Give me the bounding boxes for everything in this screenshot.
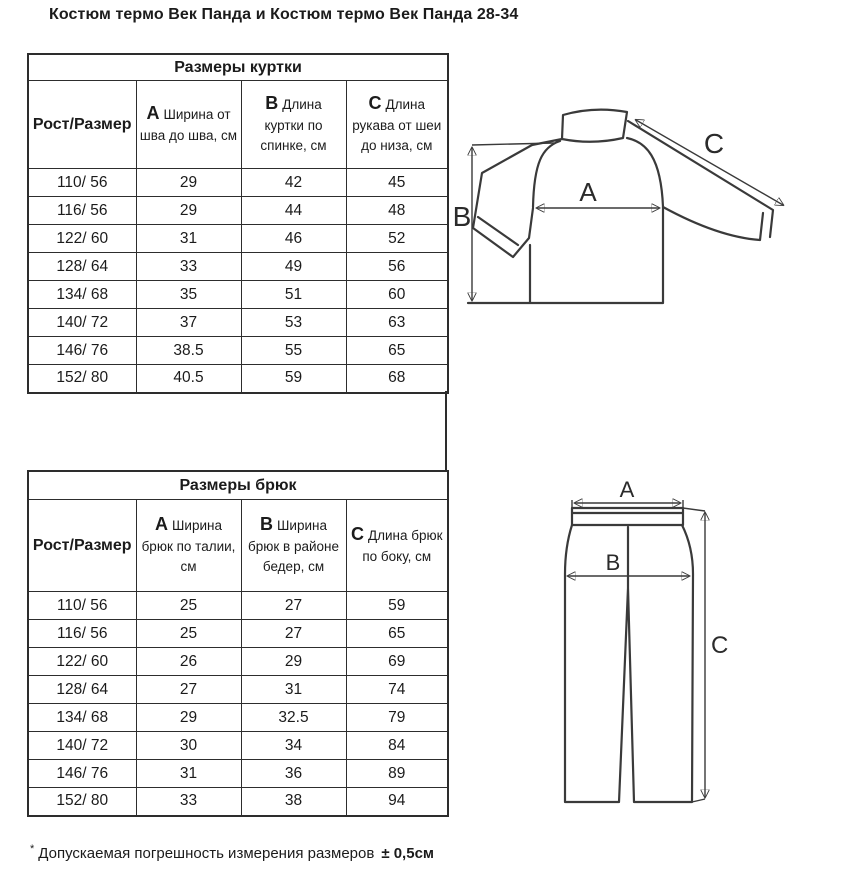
dim-letter-c: C: [368, 92, 382, 113]
pants-col-header-a: [136, 500, 241, 592]
table-right-border-connector: [445, 391, 448, 471]
size-cell: 128/ 64: [28, 253, 136, 281]
value-cell: 33: [136, 788, 241, 816]
pants-table-row: [28, 620, 448, 648]
value-cell: 48: [346, 197, 448, 225]
size-cell: 140/ 72: [28, 309, 136, 337]
value-cell: 84: [346, 732, 448, 760]
size-cell: 110/ 56: [28, 592, 136, 620]
size-cell: 140/ 72: [28, 732, 136, 760]
footnote-asterisk: *: [30, 843, 35, 855]
value-cell: 31: [241, 676, 346, 704]
value-cell: 44: [241, 197, 346, 225]
tolerance-footnote: [30, 843, 434, 862]
size-cell: 122/ 60: [28, 648, 136, 676]
jacket-table-row: [28, 253, 448, 281]
pants-col-header-b: [241, 500, 346, 592]
size-cell: 116/ 56: [28, 197, 136, 225]
value-cell: 29: [136, 704, 241, 732]
value-cell: 59: [346, 592, 448, 620]
value-cell: 29: [136, 197, 241, 225]
pants-table-caption: Размеры брюк: [28, 471, 448, 500]
value-cell: 89: [346, 760, 448, 788]
dim-letter-a: A: [155, 513, 169, 534]
value-cell: 69: [346, 648, 448, 676]
jacket-table-row: [28, 169, 448, 197]
value-cell: 34: [241, 732, 346, 760]
jacket-dim-c-label: C: [703, 128, 725, 159]
jacket-collar-outline: [562, 110, 627, 142]
jacket-col-header-a: [136, 81, 241, 169]
value-cell: 53: [241, 309, 346, 337]
dim-letter-b: B: [260, 513, 274, 534]
value-cell: 52: [346, 225, 448, 253]
pants-dim-c-label: C: [711, 632, 729, 659]
jacket-dim-b-connector: [472, 143, 554, 145]
pants-table-row: [28, 760, 448, 788]
value-cell: 38: [241, 788, 346, 816]
jacket-table-row: [28, 197, 448, 225]
size-cell: 152/ 80: [28, 788, 136, 816]
value-cell: 25: [136, 592, 241, 620]
dim-label-b: Ширина брюк в районе бедер, см: [248, 517, 339, 575]
size-cell: 116/ 56: [28, 620, 136, 648]
value-cell: 46: [241, 225, 346, 253]
dim-label-c: Длина брюк по боку, см: [362, 528, 443, 564]
value-cell: 35: [136, 281, 241, 309]
value-cell: 40.5: [136, 365, 241, 393]
value-cell: 30: [136, 732, 241, 760]
page-title: Костюм термо Век Панда и Костюм термо Век Панда 28-34: [49, 6, 519, 23]
value-cell: 55: [241, 337, 346, 365]
value-cell: 94: [346, 788, 448, 816]
pants-legs-outline: [565, 525, 693, 802]
pants-table-row: [28, 704, 448, 732]
size-cell: 146/ 76: [28, 760, 136, 788]
value-cell: 29: [241, 648, 346, 676]
value-cell: 49: [241, 253, 346, 281]
pants-table-row: [28, 676, 448, 704]
jacket-table-row: [28, 365, 448, 393]
pants-table-caption-row: [28, 471, 448, 500]
pants-measurement-diagram: [555, 475, 845, 820]
value-cell: 79: [346, 704, 448, 732]
dim-letter-a: A: [146, 103, 160, 124]
dim-letter-b: B: [265, 92, 279, 113]
size-cell: 134/ 68: [28, 704, 136, 732]
pants-table-row: [28, 592, 448, 620]
jacket-table-row: [28, 337, 448, 365]
pants-dim-b-label: B: [605, 550, 621, 575]
size-cell: 146/ 76: [28, 337, 136, 365]
value-cell: 31: [136, 760, 241, 788]
jacket-table-row: [28, 309, 448, 337]
value-cell: 31: [136, 225, 241, 253]
footnote-text: Допускаемая погрешность измерения размеров: [38, 845, 375, 862]
value-cell: 32.5: [241, 704, 346, 732]
pants-dim-c-connectors: [683, 508, 705, 802]
jacket-table-header-row: [28, 81, 448, 169]
size-cell: 122/ 60: [28, 225, 136, 253]
pants-waistband-outline: [572, 508, 683, 525]
value-cell: 25: [136, 620, 241, 648]
dim-label-b: Длина куртки по спинке, см: [260, 96, 327, 154]
pants-col-header-c: [346, 500, 448, 592]
pants-dim-a-label: A: [619, 477, 635, 502]
size-cell: 152/ 80: [28, 365, 136, 393]
jacket-col-header-b: [241, 81, 346, 169]
jacket-dim-a-label: A: [579, 177, 597, 207]
pants-table-row: [28, 648, 448, 676]
pants-table-row: [28, 788, 448, 816]
jacket-table-caption: Размеры куртки: [28, 54, 448, 81]
dim-letter-c: C: [350, 524, 364, 545]
jacket-size-table: [27, 53, 449, 394]
footnote-tolerance: ± 0,5см: [381, 845, 435, 862]
jacket-left-sleeve-outline: [473, 145, 533, 257]
value-cell: 56: [346, 253, 448, 281]
jacket-measurement-diagram: [450, 95, 850, 315]
value-cell: 63: [346, 309, 448, 337]
jacket-table-row: [28, 281, 448, 309]
value-cell: 51: [241, 281, 346, 309]
value-cell: 27: [136, 676, 241, 704]
size-cell: 110/ 56: [28, 169, 136, 197]
pants-size-table: [27, 470, 449, 817]
value-cell: 68: [346, 365, 448, 393]
dim-label-a: Ширина брюк по талии, см: [141, 517, 236, 575]
value-cell: 45: [346, 169, 448, 197]
value-cell: 26: [136, 648, 241, 676]
jacket-body-outline: [468, 138, 663, 303]
dim-label-c: Длина рукава от шеи до низа, см: [352, 96, 442, 154]
pants-table-header-row: [28, 500, 448, 592]
pants-size-column-header: Рост/Размер: [28, 500, 136, 592]
jacket-table-row: [28, 225, 448, 253]
value-cell: 42: [241, 169, 346, 197]
jacket-col-header-c: [346, 81, 448, 169]
jacket-dim-b-label: B: [452, 201, 472, 232]
value-cell: 37: [136, 309, 241, 337]
value-cell: 27: [241, 592, 346, 620]
jacket-right-sleeve-outline: [628, 121, 773, 240]
value-cell: 60: [346, 281, 448, 309]
pants-table-row: [28, 732, 448, 760]
value-cell: 27: [241, 620, 346, 648]
value-cell: 38.5: [136, 337, 241, 365]
value-cell: 65: [346, 337, 448, 365]
size-cell: 134/ 68: [28, 281, 136, 309]
jacket-size-column-header: Рост/Размер: [28, 81, 136, 169]
value-cell: 36: [241, 760, 346, 788]
size-cell: 128/ 64: [28, 676, 136, 704]
value-cell: 59: [241, 365, 346, 393]
value-cell: 65: [346, 620, 448, 648]
dim-label-a: Ширина от шва до шва, см: [139, 107, 238, 143]
value-cell: 74: [346, 676, 448, 704]
jacket-table-caption-row: [28, 54, 448, 81]
value-cell: 29: [136, 169, 241, 197]
value-cell: 33: [136, 253, 241, 281]
